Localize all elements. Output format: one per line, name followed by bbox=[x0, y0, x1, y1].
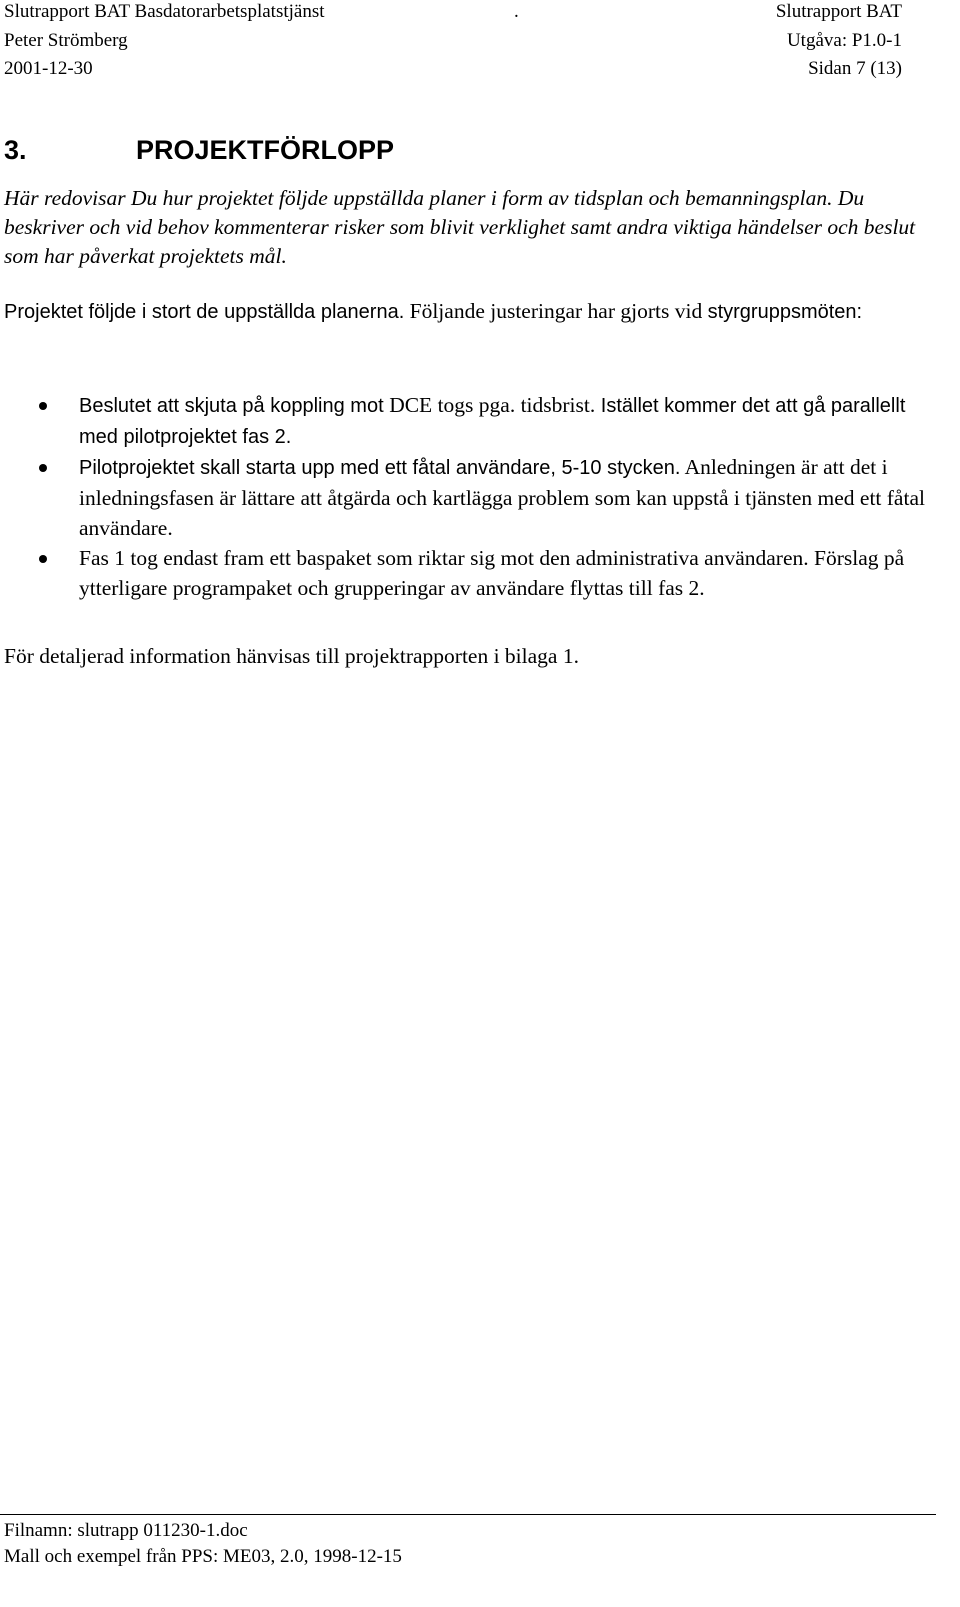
intro-paragraph: Här redovisar Du hur projektet följde uppställda planer i form av tidsplan och bemanningsplan. Du beskriver och vid behov kommenterar risker som blivit verklighet samt andra viktiga händelser och beslut som har påverkat projektets mål. bbox=[4, 186, 916, 268]
bullet-icon bbox=[39, 464, 47, 472]
list-item bbox=[4, 543, 934, 603]
closing-paragraph: För detaljerad information hänvisas till projektrapporten i bilaga 1. bbox=[4, 644, 579, 668]
footer-template: Mall och exempel från PPS: ME03, 2.0, 1998-12-15 bbox=[4, 1546, 402, 1567]
header-date: 2001-12-30 bbox=[4, 58, 93, 79]
list-item bbox=[4, 452, 934, 543]
list-item-text-b: DCE togs pga. tidsbrist. bbox=[389, 393, 596, 417]
list-item-text-a: Pilotprojektet skall starta upp med ett fåtal användare, 5-10 stycken. bbox=[79, 457, 681, 479]
section-heading bbox=[4, 134, 394, 166]
footer-filename: Filnamn: slutrapp 011230-1.doc bbox=[4, 1520, 248, 1541]
list-item-text-c: Istället kommer det att gå parallellt med pilotprojektet fas 2. bbox=[79, 395, 906, 448]
header-page-number: Sidan 7 (13) bbox=[808, 58, 902, 79]
bullet-icon bbox=[39, 555, 47, 563]
footer-divider bbox=[0, 1514, 936, 1515]
list-item-text-b: Förslag på ytterligare programpaket och grupperingar av användare flyttas till fas 2. bbox=[79, 546, 905, 600]
body-text-sans: Projektet följde i stort de uppställda planerna. bbox=[4, 301, 405, 323]
body-text-sans-2: styrgruppsmöten: bbox=[707, 301, 863, 323]
header-doc-title: Slutrapport BAT Basdatorarbetsplatstjänst bbox=[4, 1, 325, 22]
header-separator: . bbox=[514, 1, 519, 22]
list-item-text-a: Fas 1 tog endast fram ett baspaket som riktar sig mot den administrativa användaren. bbox=[79, 546, 809, 570]
section-title: PROJEKTFÖRLOPP bbox=[136, 135, 395, 165]
list-item-text-b: Anledningen är att det i inledningsfasen är lättare att åtgärda och kartlägga problem som kan uppstå i tjänsten med ett fåtal användare. bbox=[79, 455, 925, 540]
header-short-title: Slutrapport BAT bbox=[775, 1, 902, 22]
section-number: 3. bbox=[4, 135, 27, 165]
body-paragraph bbox=[4, 296, 944, 327]
bullet-icon bbox=[39, 402, 47, 410]
header-version: Utgåva: P1.0-1 bbox=[786, 30, 902, 51]
header-author: Peter Strömberg bbox=[4, 30, 128, 51]
body-text-serif: Följande justeringar har gjorts vid bbox=[404, 299, 708, 323]
adjustments-list bbox=[4, 390, 934, 603]
list-item-text-a: Beslutet att skjuta på koppling mot bbox=[79, 395, 390, 417]
list-item bbox=[4, 390, 934, 452]
